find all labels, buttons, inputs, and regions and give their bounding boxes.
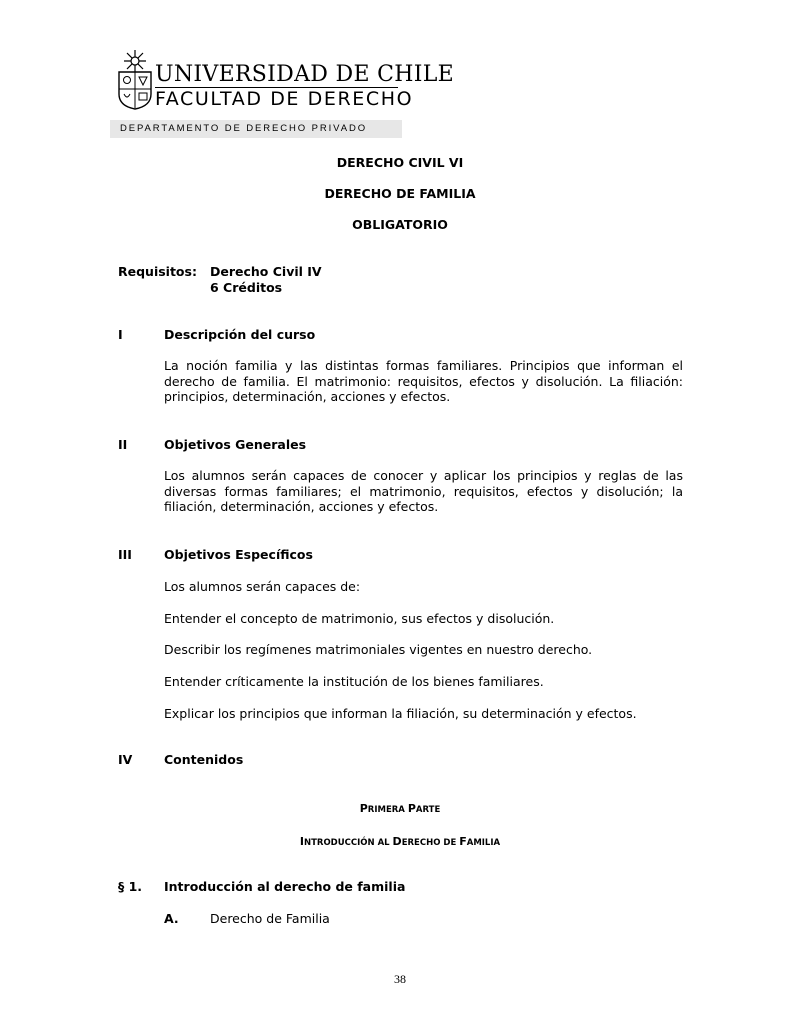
section-number: IV <box>118 752 133 767</box>
requisites-label: Requisitos: <box>118 264 197 279</box>
list-item: Entender críticamente la institución de los bienes familiares. <box>164 674 544 689</box>
part-heading: PRIMERA PARTE <box>359 802 441 815</box>
section-title: Objetivos Generales <box>164 437 307 452</box>
part-subheading: INTRODUCCIÓN AL DERECHO DE FAMILIA <box>299 835 501 848</box>
section-title: Descripción del curso <box>164 327 316 342</box>
list-item: Entender el concepto de matrimonio, sus efectos y disolución. <box>164 611 555 626</box>
chapter-number: § 1. <box>118 879 143 894</box>
list-item: Describir los regímenes matrimoniales vigentes en nuestro derecho. <box>164 642 593 657</box>
faculty-logo <box>112 48 454 114</box>
university-emblem-icon <box>116 48 154 110</box>
section-paragraph: La noción familia y las distintas formas familiares. Principios que informan el derecho de familia. El matrimonio: requisitos, efectos y disolución. La filiación: principios, determinación, acciones y efectos. <box>164 358 683 404</box>
requisites-course: Derecho Civil IV <box>210 264 322 279</box>
item-title: Derecho de Familia <box>210 911 330 926</box>
list-item: Explicar los principios que informan la filiación, su determinación y efectos. <box>164 706 637 721</box>
section-number: II <box>118 437 128 452</box>
section-title: Contenidos <box>164 752 244 767</box>
course-title: DERECHO CIVIL VI <box>336 155 464 170</box>
objectives-intro: Los alumnos serán capaces de: <box>164 579 361 594</box>
section-number: III <box>118 547 132 562</box>
university-name: UNIVERSIDAD DE CHILE <box>155 62 454 87</box>
department-bar: DEPARTAMENTO DE DERECHO PRIVADO <box>110 120 402 138</box>
section-title: Objetivos Específicos <box>164 547 313 562</box>
section-paragraph: Los alumnos serán capaces de conocer y aplicar los principios y reglas de las diversas formas familiares; el matrimonio, requisitos, efectos y disolución; la filiación, determinación, acciones y efectos. <box>164 468 683 514</box>
page-number: 38 <box>394 972 406 986</box>
requisites-credits: 6 Créditos <box>210 280 283 295</box>
course-type: OBLIGATORIO <box>352 217 448 232</box>
chapter-title: Introducción al derecho de familia <box>164 879 406 894</box>
subject-title: DERECHO DE FAMILIA <box>324 186 476 201</box>
faculty-name: FACULTAD DE DERECHO <box>155 88 414 110</box>
item-letter: A. <box>164 911 179 926</box>
section-number: I <box>118 327 123 342</box>
